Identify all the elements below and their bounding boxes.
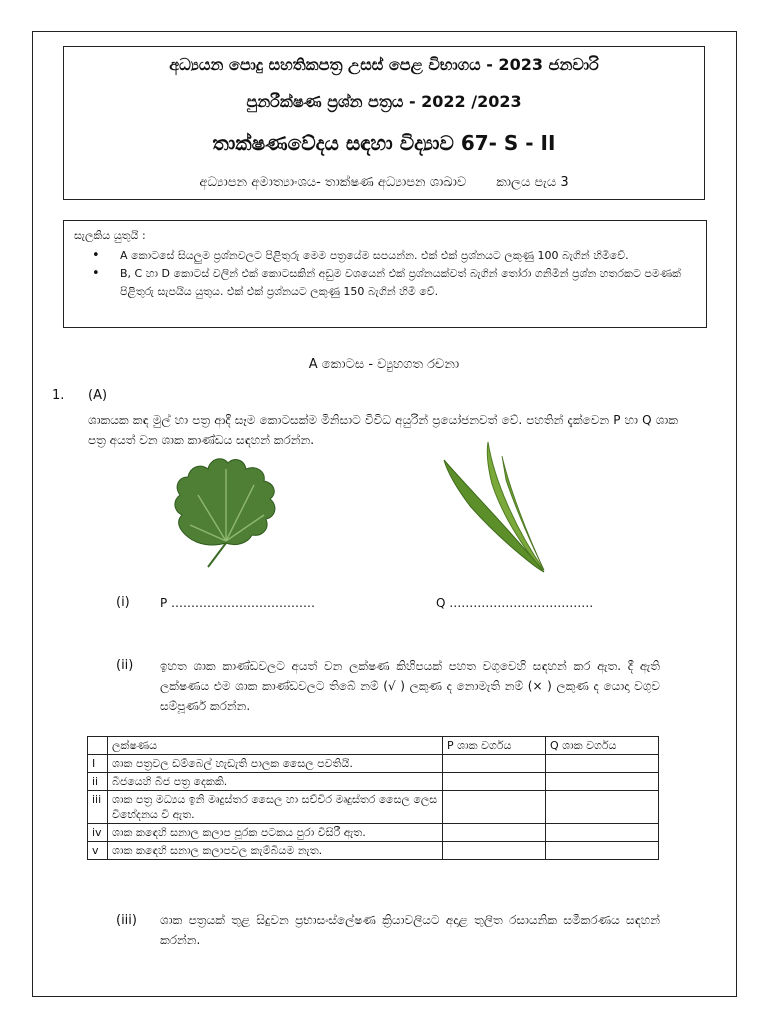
answer-cell-q[interactable] (546, 842, 659, 860)
header-cell-num (88, 737, 108, 755)
header-cell-p: P ශාක වර්ගය (443, 737, 546, 755)
issuer-line (64, 175, 704, 190)
answer-cell-q[interactable] (546, 824, 659, 842)
row-trait: ශාක පත්‍රවල ඩම්බෙල් හැඩැති පාලක සෛල පවතියි. (108, 755, 443, 773)
table-header-row (88, 737, 659, 755)
answer-cell-p[interactable] (443, 755, 546, 773)
answer-cell-q[interactable] (546, 773, 659, 791)
sub-iii-text: ශාක පත්‍රයක් තුළ සිදුවන ප්‍රභාසංස්ලේෂණ ක්‍රියාවලියට අදාළ තුලිත රසායනික සමීකරණය සඳහන් කරන්න. (160, 913, 660, 947)
issuer-name: අධ්‍යාපන අමාත්‍යාංශය- තාක්ෂණ අධ්‍යාපන ශාඛාව (199, 175, 467, 190)
time-allowed: කාලය පැය 3 (496, 175, 569, 190)
leaf-p-image (168, 455, 283, 575)
answer-cell-p[interactable] (443, 773, 546, 791)
answer-blank-q[interactable]: Q ……………………………… (436, 596, 594, 610)
instructions-list (74, 247, 696, 301)
section-title: A කොටස - ව්‍යුහගත රචනා (308, 357, 460, 372)
header-cell-trait: ලක්ෂණය (108, 737, 443, 755)
table-row (88, 773, 659, 791)
answer-cell-p[interactable] (443, 824, 546, 842)
instruction-item: • B, C හා D කොටස් වලින් එක් කොටසකින් අඩුම වශයෙන් එක් ප්‍රශ්නයක්වත් බැගින් තෝරා ගනිමින් ප්‍රශ්න හතරකට පමණක් පිළිතුරු සැපයිය යුතුය. එක් එක් ප්‍රශ්නයට ලකුණු 150 බැගින් හිමි වේ. (74, 265, 696, 301)
header-cell-q: Q ශාක වර්ගය (546, 737, 659, 755)
row-trait: බීජයෙහි බීජ පත්‍ර දෙකකි. (108, 773, 443, 791)
exam-title: අධ්‍යයන පොදු සහතිකපත්‍ර උසස් පෙළ විභාගය - 2023 ජනවාරි (169, 55, 599, 74)
row-trait: ශාක කඳෙහි සනාල කලාප පූරක පටකය පුරා විසිරී ඇත. (108, 824, 443, 842)
instructions-title: සැලකිය යුතුයි : (74, 229, 146, 242)
table-row (88, 824, 659, 842)
instructions-box (63, 220, 707, 328)
question-part: (A) (88, 388, 108, 403)
row-number: v (88, 842, 108, 860)
answer-cell-p[interactable] (443, 842, 546, 860)
leaf-q-image (440, 440, 548, 575)
sub-ii-label: (ii) (116, 658, 134, 673)
answer-cell-q[interactable] (546, 755, 659, 773)
row-number: iii (88, 791, 108, 824)
sub-iii-label: (iii) (116, 913, 137, 928)
answer-cell-q[interactable] (546, 791, 659, 824)
table-row (88, 755, 659, 773)
traits-table (87, 736, 659, 860)
row-number: iv (88, 824, 108, 842)
instruction-item: • A කොටසේ සියලුම ප්‍රශ්නවලට පිළිතුරු මෙම පත්‍රයේම සපයන්න. එක් එක් ප්‍රශ්නයට ලකුණු 100 බැගින් හිමිවේ. (74, 247, 696, 265)
answer-blank-p[interactable]: P ……………………………… (160, 596, 316, 610)
row-trait: ශාක කඳෙහි සනාල කලාපවල කැම්බියම නැත. (108, 842, 443, 860)
question-intro: ශාකයක කඳ මුල් හා පත්‍ර ආදී සෑම කොටසක්ම මිනිසාට විවිධ අයුරින් ප්‍රයෝජනවත් වේ. පහතින් දැක්වෙන P හා Q ශාක පත්‍ර අයත් වන ශාක කාණ්ඩය සඳහන් කරන්න. (88, 413, 678, 447)
row-trait: ශාක පත්‍ර මධ්‍යය ඉනි මෘදුස්තර සෛල හා සච්චිර මෘදුස්තර සෛල ලෙස විභේදනය වී ඇත. (108, 791, 443, 824)
exam-header (63, 46, 705, 200)
paper-title: පුනරීක්ෂණ ප්‍රශ්න පත්‍රය - 2022 /2023 (246, 92, 522, 111)
subject-title: තාක්ෂණවේදය සඳහා විද්‍යාව 67- S - II (212, 131, 556, 155)
answer-cell-p[interactable] (443, 791, 546, 824)
table-row (88, 791, 659, 824)
row-number: ii (88, 773, 108, 791)
table-row (88, 842, 659, 860)
row-number: I (88, 755, 108, 773)
question-number: 1. (52, 388, 65, 403)
sub-i-label: (i) (116, 595, 130, 610)
sub-ii-text: ඉහත ශාක කාණ්ඩවලට අයත් වන ලක්ෂණ කිහිපයක් පහත වගුවෙහි සඳහන් කර ඇත. දී ඇති ලක්ෂණය එම ශාක කාණ්ඩවලට තිබේ නම් (√ ) ලකුණ ද නොමැති නම් (× ) ලකුණ ද යොදා වගුව සම්පූර්ණ කරන්න. (160, 659, 660, 713)
